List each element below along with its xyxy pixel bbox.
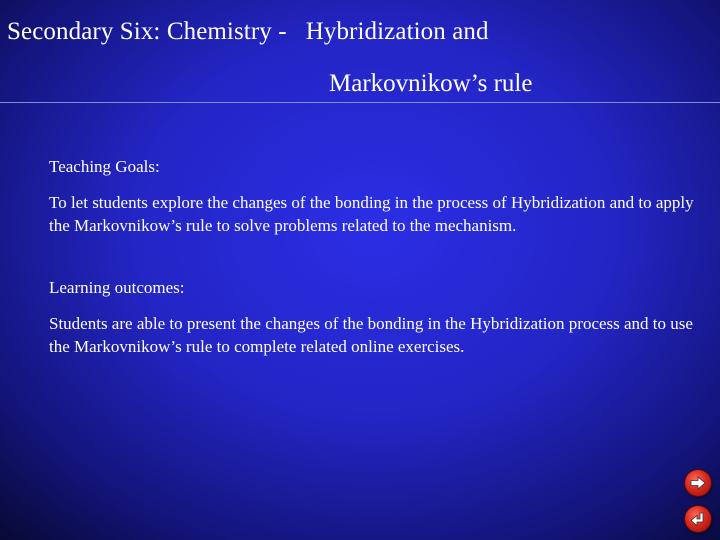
return-button[interactable] [685, 506, 711, 532]
next-slide-button[interactable] [685, 470, 711, 496]
return-arrow-icon [688, 509, 708, 529]
learning-outcomes-text: Students are able to present the changes of the bonding in the Hybridization process and to use the Markovnikow’s rule to complete related online exercises. [49, 314, 693, 356]
teaching-goals-label: Teaching Goals: [49, 157, 160, 176]
slide-title-line-1: Secondary Six: Chemistry - Hybridization and [7, 18, 489, 45]
title-divider [0, 102, 720, 103]
teaching-goals-text: To let students explore the changes of the bonding in the process of Hybridization and to apply the Markovnikow’s rule to solve problems related to the mechanism. [49, 193, 694, 235]
learning-outcomes-label: Learning outcomes: [49, 278, 185, 297]
arrow-right-icon [688, 473, 708, 493]
slide-title-line-2: Markovnikow’s rule [329, 70, 533, 97]
